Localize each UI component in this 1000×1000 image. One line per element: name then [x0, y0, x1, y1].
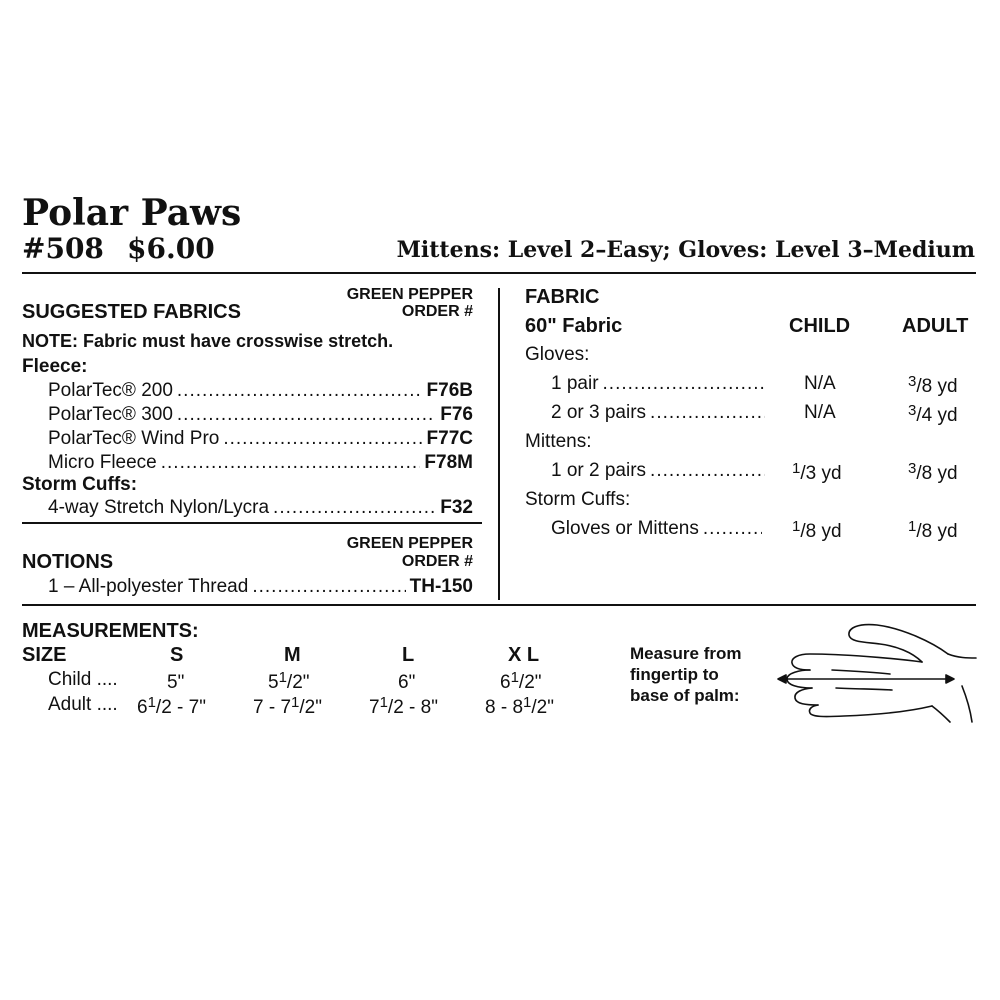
hand-note-line1: Measure from	[630, 644, 742, 663]
fabrics-notions-divider	[22, 522, 482, 524]
adult-yardage: $^3$/4 yd	[908, 402, 958, 426]
fabric-item-code: F32	[440, 497, 473, 518]
leader-dots	[650, 402, 765, 424]
leader-dots	[177, 404, 436, 426]
fabric-item	[48, 404, 473, 426]
yardage-row	[551, 518, 766, 540]
adult-yardage: $^3$/8 yd	[908, 373, 958, 397]
adult-row-label: Adult ....	[48, 694, 118, 715]
size-header-s: S	[170, 644, 184, 666]
column-divider	[498, 288, 500, 600]
size-header-m: M	[284, 644, 301, 666]
pattern-number: #508	[22, 232, 104, 265]
fabric-item-name: PolarTec® 300	[48, 404, 173, 425]
adult-size-l: $7^1/2 - 8$"	[369, 694, 438, 718]
yardage-row-label: 1 or 2 pairs	[551, 460, 647, 481]
order-header-line2: ORDER #	[401, 303, 473, 320]
fabric-item	[48, 452, 473, 474]
fabric-item-name: PolarTec® Wind Pro	[48, 428, 220, 449]
order-header-line1: GREEN PEPPER	[346, 286, 473, 303]
fabric-item	[48, 428, 473, 450]
measurements-heading: MEASUREMENTS:	[22, 620, 199, 642]
storm-cuffs-heading: Storm Cuffs:	[22, 474, 138, 495]
leader-dots	[177, 380, 423, 402]
child-size-s: 5"	[167, 672, 185, 693]
notions-order-line2: ORDER #	[401, 553, 473, 570]
adult-column-header: ADULT	[902, 315, 969, 337]
fabric-item-name: PolarTec® 200	[48, 380, 173, 401]
storm-cuffs-label: Storm Cuffs:	[525, 489, 631, 510]
hand-outline-icon	[772, 618, 978, 724]
leader-dots	[603, 373, 765, 395]
mittens-label: Mittens:	[525, 431, 592, 452]
child-column-header: CHILD	[789, 315, 851, 337]
fabric-width-heading: 60" Fabric	[525, 315, 623, 337]
adult-size-xl: $8 - 8^1/2$"	[485, 694, 554, 718]
fabric-item-name: Micro Fleece	[48, 452, 157, 473]
yardage-row	[551, 402, 769, 424]
notions-order-line1: GREEN PEPPER	[346, 535, 473, 552]
page-title: Polar Paws	[22, 192, 242, 234]
fabric-item	[48, 380, 473, 402]
fabric-item-code: F76B	[426, 380, 473, 401]
hand-note-line3: base of palm:	[630, 686, 740, 705]
pattern-price: $6.00	[127, 232, 215, 265]
child-yardage: $^1$/8 yd	[792, 518, 842, 542]
notions-heading: NOTIONS	[22, 551, 114, 573]
fabric-item-code: F77C	[426, 428, 473, 449]
fabric-heading: FABRIC	[525, 286, 600, 308]
fabric-item-code: F76	[440, 404, 473, 425]
measurements-divider	[22, 604, 976, 606]
adult-size-m: $7 - 7^1/2$"	[253, 694, 322, 718]
size-header-xl: X L	[508, 644, 540, 666]
leader-dots	[703, 518, 762, 540]
child-yardage: $^1$/3 yd	[792, 460, 842, 484]
difficulty-levels: Mittens: Level 2–Easy; Gloves: Level 3–Medium	[396, 237, 975, 263]
yardage-row-label: 2 or 3 pairs	[551, 402, 647, 423]
yardage-row-label: 1 pair	[551, 373, 599, 394]
child-size-xl: $6^1/2$"	[500, 669, 542, 693]
fabric-note: NOTE: Fabric must have crosswise stretch.	[22, 331, 394, 351]
child-size-m: $5^1/2$"	[268, 669, 310, 693]
fleece-heading: Fleece:	[22, 356, 88, 377]
fabric-item	[48, 497, 473, 519]
child-size-l: 6"	[398, 672, 416, 693]
leader-dots	[223, 428, 422, 450]
notion-item-code: TH-150	[409, 576, 473, 597]
yardage-row	[551, 460, 769, 482]
adult-size-s: $6^1/2 - 7$"	[137, 694, 206, 718]
size-label: SIZE	[22, 644, 67, 666]
leader-dots	[161, 452, 421, 474]
fabric-item-code: F78M	[424, 452, 473, 473]
yardage-row-label: Gloves or Mittens	[551, 518, 699, 539]
leader-dots	[273, 497, 436, 519]
size-header-l: L	[402, 644, 415, 666]
hand-note-line2: fingertip to	[630, 665, 719, 684]
notion-item	[48, 576, 473, 598]
yardage-row	[551, 373, 769, 395]
child-row-label: Child ....	[48, 669, 118, 690]
leader-dots	[252, 576, 405, 598]
notion-item-name: 1 – All-polyester Thread	[48, 576, 249, 597]
fabric-item-name: 4-way Stretch Nylon/Lycra	[48, 497, 270, 518]
child-yardage: N/A	[804, 373, 836, 394]
suggested-fabrics-heading: SUGGESTED FABRICS	[22, 301, 241, 323]
leader-dots	[650, 460, 765, 482]
adult-yardage: $^3$/8 yd	[908, 460, 958, 484]
gloves-label: Gloves:	[525, 344, 590, 365]
header-divider	[22, 272, 976, 274]
adult-yardage: $^1$/8 yd	[908, 518, 958, 542]
child-yardage: N/A	[804, 402, 836, 423]
